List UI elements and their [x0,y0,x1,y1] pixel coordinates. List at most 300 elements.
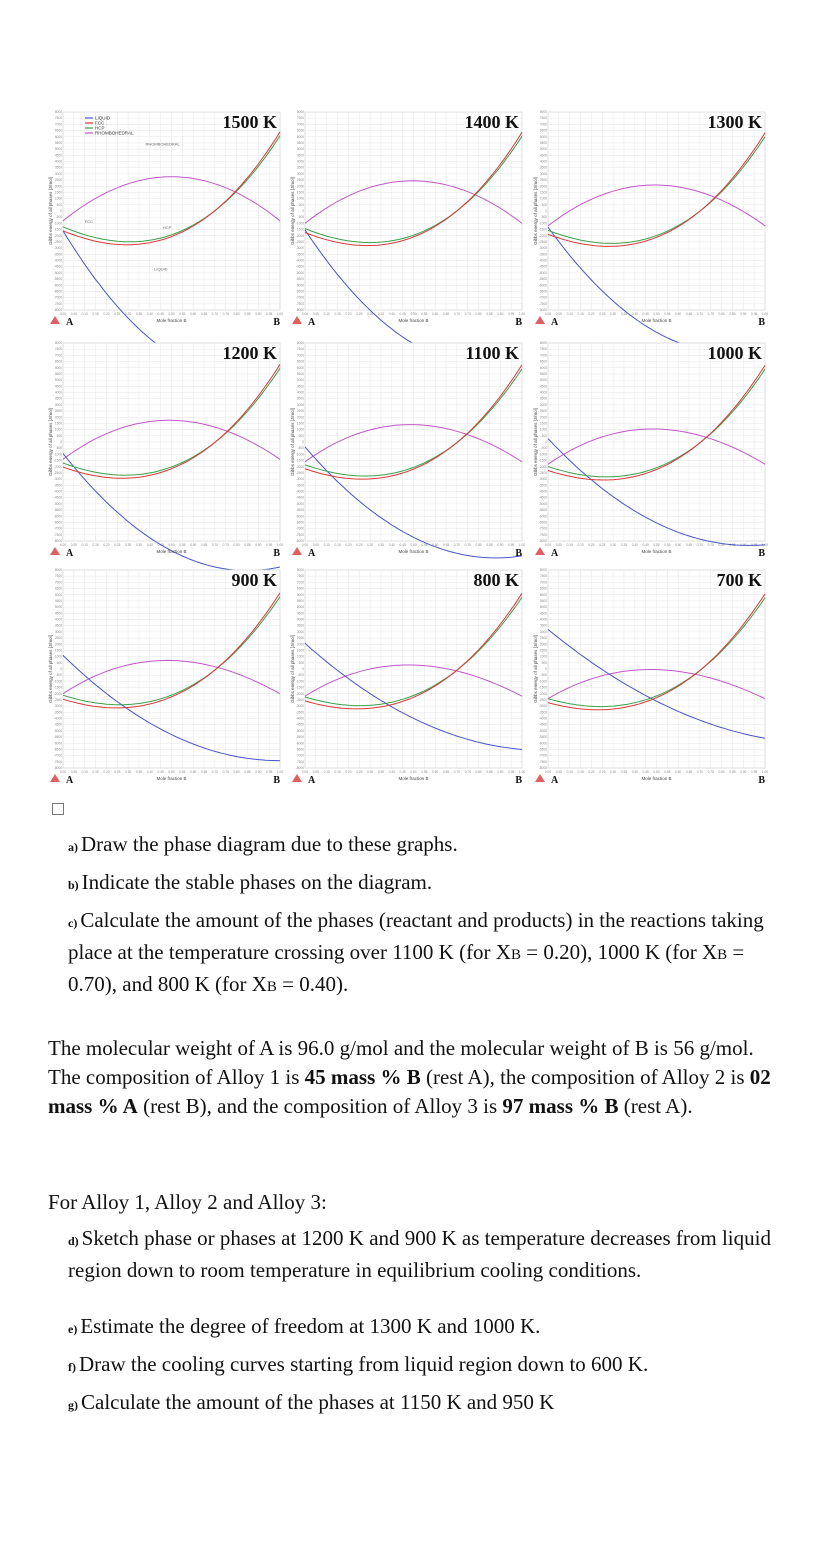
component-a-label: A [66,317,74,328]
y-tick-label: -4000 [295,716,304,721]
component-a-label: A [308,775,316,786]
component-b-label: B [273,317,280,328]
x-tick-label: 0.55 [179,312,186,316]
y-tick-label: 1000 [54,196,62,201]
y-tick-label: -8000 [295,539,304,543]
y-tick-label: 2500 [54,178,62,183]
y-tick-label: -2000 [538,464,547,469]
y-tick-label: 6500 [296,128,304,133]
y-tick-label: 6500 [54,359,62,364]
x-tick-label: 1.00 [518,312,526,316]
x-tick-label: 0.60 [190,312,197,316]
x-tick-label: 0.80 [475,770,482,774]
x-tick-label: 0.95 [508,312,515,316]
y-tick-label: 6500 [54,586,62,591]
temperature-label: 1500 K [222,112,277,132]
x-tick-label: 0.75 [464,312,471,316]
x-tick-label: 0.85 [244,770,251,774]
x-tick-label: 0.00 [544,770,552,774]
x-tick-label: 0.15 [577,770,584,774]
y-tick-label: 6500 [539,586,547,591]
x-tick-label: 0.65 [442,770,450,774]
y-tick-label: -6500 [53,747,62,752]
question-c-sub-3: B [266,979,277,995]
logo-icon [535,547,545,555]
question-c-text-3: = 0.70), and 800 K (for X [68,940,745,996]
y-tick-label: -6500 [53,289,62,294]
x-tick-label: 0.65 [200,543,208,547]
y-tick-label: -5500 [538,277,547,282]
y-tick-label: 1500 [296,648,304,653]
x-tick-label: 0.50 [168,770,175,774]
y-tick-label: -4000 [538,716,547,721]
y-tick-label: 4000 [296,617,304,622]
y-tick-label: 7500 [296,116,304,121]
legend-label: FCC [95,120,105,126]
y-tick-label: 6500 [539,359,547,364]
x-tick-label: 0.40 [631,543,638,547]
y-tick-label: -7000 [538,526,547,531]
y-tick-label: 3500 [296,165,304,170]
y-tick-label: 4000 [539,617,547,622]
y-tick-label: -1000 [53,452,62,457]
y-tick-label: 6500 [539,128,547,133]
gibbs-energy-chart [48,102,288,332]
y-tick-label: 4500 [296,384,304,389]
legend-label: HCP [95,125,105,131]
logo-icon [50,547,60,555]
gibbs-energy-chart [533,102,773,332]
logo-icon [50,316,60,324]
x-tick-label: 0.05 [70,312,77,316]
y-tick-label: -7000 [538,295,547,300]
y-axis-title: Gibbs energy of all phases [J/mol] [48,177,53,245]
y-tick-label: -5500 [538,735,547,740]
x-tick-label: 0.35 [377,543,385,547]
y-tick-label: 7000 [296,353,304,358]
y-tick-label: 6000 [539,134,547,139]
y-tick-label: -1500 [295,458,304,463]
x-axis-title: Mole fraction B [156,318,187,323]
y-tick-label: -8000 [538,766,547,770]
x-tick-label: 0.05 [312,312,319,316]
y-tick-label: -500 [55,215,62,220]
y-axis-title: Gibbs energy of all phases [J/mol] [48,408,53,476]
y-tick-label: 7000 [54,580,62,585]
x-tick-label: 0.40 [631,312,638,316]
x-tick-label: 0.60 [675,312,682,316]
x-tick-label: 0.40 [146,543,153,547]
component-b-label: B [515,775,522,786]
y-tick-label: -3500 [538,483,547,488]
x-tick-label: 0.70 [696,312,704,316]
y-tick-label: -5000 [295,501,304,506]
y-tick-label: -3000 [53,246,62,251]
y-tick-label: -7000 [53,526,62,531]
y-tick-label: 3500 [54,396,62,401]
x-tick-label: 0.80 [475,543,482,547]
y-tick-label: -7000 [295,753,304,758]
y-tick-label: 500 [541,660,547,665]
y-tick-label: 2000 [54,415,62,420]
x-tick-label: 0.60 [190,543,197,547]
x-tick-label: 0.10 [81,543,88,547]
y-tick-label: 0 [60,667,62,671]
y-tick-label: -1000 [295,679,304,684]
question-d-label: d) [68,1234,79,1248]
x-tick-label: 0.50 [653,770,660,774]
question-a-label: a) [68,840,78,854]
y-tick-label: 4500 [296,611,304,616]
x-axis-title: Mole fraction B [641,318,672,323]
x-tick-label: 0.25 [599,543,606,547]
x-tick-label: 0.25 [599,312,606,316]
question-c-label: c) [68,916,78,930]
y-axis-title: Gibbs energy of all phases [J/mol] [290,635,295,703]
y-tick-label: 4000 [296,390,304,395]
y-tick-label: -8000 [295,766,304,770]
y-tick-label: 1000 [296,654,304,659]
x-tick-label: 0.45 [642,543,649,547]
y-tick-label: 0 [302,667,304,671]
y-tick-label: 500 [56,433,62,438]
for-alloys-line: For Alloy 1, Alloy 2 and Alloy 3: [48,1190,327,1214]
y-tick-label: 8000 [296,341,304,345]
component-b-label: B [515,317,522,328]
y-tick-label: 3500 [296,623,304,628]
y-tick-label: -3500 [53,483,62,488]
x-tick-label: 0.25 [114,543,121,547]
y-axis-title: Gibbs energy of all phases [J/mol] [533,177,538,245]
temperature-label: 1000 K [707,343,762,363]
y-tick-label: 3000 [54,402,62,407]
y-tick-label: -7500 [53,532,62,537]
x-tick-label: 0.65 [685,770,693,774]
y-tick-label: 0 [302,440,304,444]
x-tick-label: 0.80 [233,543,240,547]
y-tick-label: -5500 [53,508,62,513]
component-a-label: A [551,775,559,786]
question-b [68,868,808,900]
y-tick-label: 1000 [539,427,547,432]
y-tick-label: -4000 [53,258,62,263]
x-tick-label: 0.50 [410,312,417,316]
chart-panel [48,333,288,563]
y-tick-label: 3000 [296,629,304,634]
x-tick-label: 0.30 [124,770,132,774]
x-tick-label: 0.15 [92,770,99,774]
y-tick-label: -7500 [538,759,547,764]
paragraph-part-2: (rest A), the composition of Alloy 2 is [420,1065,750,1089]
y-tick-label: 7000 [296,580,304,585]
y-tick-label: -2000 [538,233,547,238]
x-axis-title: Mole fraction B [641,776,672,781]
y-tick-label: 0 [545,209,547,213]
question-d [68,1224,798,1285]
chart-panel [533,333,773,563]
x-tick-label: 0.40 [631,770,638,774]
x-tick-label: 0.00 [544,543,552,547]
legend-label: RHOMBOHEDRAL [95,130,134,136]
x-tick-label: 0.65 [685,312,693,316]
y-tick-label: 3500 [539,396,547,401]
y-tick-label: -7500 [538,532,547,537]
temperature-label: 700 K [716,570,762,590]
y-tick-label: -3000 [538,704,547,709]
y-tick-label: -7500 [295,759,304,764]
temperature-label: 800 K [473,570,519,590]
x-tick-label: 0.70 [453,770,461,774]
x-tick-label: 0.75 [222,543,229,547]
chart-panel [533,102,773,332]
x-tick-label: 0.20 [103,770,110,774]
y-tick-label: 6000 [539,365,547,370]
x-tick-label: 0.45 [399,770,406,774]
x-tick-label: 1.00 [276,770,284,774]
y-tick-label: 1000 [296,196,304,201]
x-tick-label: 0.85 [729,543,736,547]
y-tick-label: -1000 [538,221,547,226]
y-tick-label: -5000 [53,728,62,733]
y-tick-label: -3000 [295,704,304,709]
x-tick-label: 0.30 [609,770,617,774]
y-tick-label: 7500 [54,347,62,352]
x-tick-label: 0.10 [323,543,330,547]
y-tick-label: 1000 [539,654,547,659]
component-a-label: A [66,548,74,559]
x-tick-label: 0.55 [421,312,428,316]
y-tick-label: 4000 [54,617,62,622]
x-tick-label: 0.40 [388,770,395,774]
y-tick-label: 7000 [296,122,304,127]
y-tick-label: -4000 [538,489,547,494]
question-f-text: Draw the cooling curves starting from liquid region down to 600 K. [79,1352,649,1376]
x-tick-label: 0.95 [266,770,273,774]
x-tick-label: 0.45 [157,312,164,316]
x-tick-label: 0.70 [696,770,704,774]
x-tick-label: 0.90 [255,770,262,774]
x-axis-title: Mole fraction B [641,549,672,554]
y-tick-label: 3500 [54,623,62,628]
x-tick-label: 0.60 [190,770,197,774]
y-tick-label: 5000 [54,605,62,610]
x-tick-label: 0.80 [233,312,240,316]
y-tick-label: -7500 [538,301,547,306]
y-tick-label: -8000 [53,766,62,770]
y-tick-label: -500 [55,673,62,678]
y-tick-label: 5000 [54,147,62,152]
gibbs-energy-chart [290,102,530,332]
x-tick-label: 0.65 [442,543,450,547]
x-tick-label: 0.30 [366,770,374,774]
y-axis-title: Gibbs energy of all phases [J/mol] [48,635,53,703]
y-tick-label: -500 [540,673,547,678]
y-tick-label: 7000 [539,122,547,127]
y-tick-label: 3000 [539,171,547,176]
y-tick-label: -3000 [538,246,547,251]
x-tick-label: 0.60 [675,770,682,774]
y-tick-label: 1500 [296,421,304,426]
y-tick-label: -5000 [295,270,304,275]
x-tick-label: 0.75 [464,770,471,774]
x-tick-label: 0.90 [740,543,747,547]
y-tick-label: -2500 [53,239,62,244]
y-tick-label: -6500 [538,520,547,525]
y-tick-label: -3000 [538,477,547,482]
question-c-text-1: Calculate the amount of the phases (reactant and products) in the reactions taking place at the temperature crossing over 1100 K (for X [68,908,764,964]
x-tick-label: 0.45 [157,770,164,774]
component-b-label: B [758,548,765,559]
y-tick-label: -7000 [53,295,62,300]
x-tick-label: 0.05 [70,770,77,774]
y-tick-label: -5500 [53,735,62,740]
y-tick-label: 1000 [539,196,547,201]
x-tick-label: 0.35 [620,770,628,774]
y-tick-label: 5500 [539,371,547,376]
y-tick-label: 2500 [54,636,62,641]
y-tick-label: -6000 [295,741,304,746]
component-b-label: B [273,775,280,786]
question-a [68,830,808,862]
y-tick-label: -7000 [295,526,304,531]
x-tick-label: 1.00 [276,543,284,547]
y-tick-label: 6000 [296,365,304,370]
y-tick-label: 500 [56,202,62,207]
x-tick-label: 0.00 [59,543,67,547]
y-tick-label: -4000 [295,489,304,494]
question-e-text: Estimate the degree of freedom at 1300 K and 1000 K. [80,1314,541,1338]
x-tick-label: 0.35 [135,543,143,547]
y-tick-label: 5000 [539,147,547,152]
y-tick-label: 1000 [296,427,304,432]
y-tick-label: 5500 [296,140,304,145]
y-tick-label: 4500 [54,611,62,616]
y-tick-label: -5500 [295,277,304,282]
x-tick-label: 0.85 [729,312,736,316]
temperature-label: 1100 K [465,343,519,363]
y-axis-title: Gibbs energy of all phases [J/mol] [290,177,295,245]
alloy-1-composition: 45 mass % B [304,1065,421,1089]
question-c-sub-1: B [510,947,521,963]
x-tick-label: 0.15 [334,770,341,774]
chart-panel [48,102,288,332]
y-tick-label: 7000 [54,122,62,127]
x-tick-label: 0.55 [664,770,671,774]
x-axis-title: Mole fraction B [398,549,429,554]
question-c-text-4: = 0.40). [276,972,349,996]
y-tick-label: -6000 [538,283,547,288]
x-tick-label: 0.15 [577,312,584,316]
x-tick-label: 0.80 [718,543,725,547]
x-tick-label: 0.25 [599,770,606,774]
y-tick-label: -500 [540,215,547,220]
y-tick-label: 8000 [539,341,547,345]
x-tick-label: 0.30 [124,312,132,316]
y-tick-label: 5000 [54,378,62,383]
question-c-text-2: = 0.20), 1000 K (for X [520,940,718,964]
y-tick-label: -2500 [53,697,62,702]
y-tick-label: 2500 [539,178,547,183]
y-tick-label: 3500 [539,623,547,628]
y-tick-label: -6000 [295,514,304,519]
y-tick-label: -1500 [538,458,547,463]
y-tick-label: -3000 [53,704,62,709]
y-tick-label: -5500 [53,277,62,282]
y-tick-label: 6500 [54,128,62,133]
x-tick-label: 0.25 [114,312,121,316]
y-tick-label: 4500 [539,611,547,616]
y-tick-label: 1500 [54,648,62,653]
y-tick-label: -1000 [53,679,62,684]
logo-icon [50,774,60,782]
y-tick-label: 3000 [539,402,547,407]
y-tick-label: 500 [56,660,62,665]
x-tick-label: 0.10 [566,770,573,774]
y-tick-label: -4500 [538,722,547,727]
paragraph-part-4: (rest A). [618,1094,693,1118]
y-tick-label: -6500 [295,520,304,525]
y-tick-label: 2500 [296,178,304,183]
y-tick-label: 2000 [54,184,62,189]
component-b-label: B [273,548,280,559]
y-tick-label: 500 [298,202,304,207]
x-tick-label: 0.50 [653,543,660,547]
x-tick-label: 0.50 [653,312,660,316]
gibbs-energy-chart [290,333,530,563]
x-tick-label: 0.35 [377,312,385,316]
checkbox[interactable] [52,803,64,815]
x-tick-label: 0.45 [399,312,406,316]
y-tick-label: -4500 [295,722,304,727]
x-tick-label: 0.15 [92,543,99,547]
y-tick-label: 2000 [296,415,304,420]
y-tick-label: 8000 [539,110,547,114]
y-tick-label: 8000 [296,110,304,114]
y-tick-label: 500 [541,433,547,438]
y-tick-label: 7000 [54,353,62,358]
y-tick-label: 5500 [54,371,62,376]
y-axis-title: Gibbs energy of all phases [J/mol] [290,408,295,476]
y-tick-label: -1500 [53,685,62,690]
x-tick-label: 0.20 [103,312,110,316]
y-tick-label: -2000 [295,691,304,696]
component-a-label: A [308,317,316,328]
y-tick-label: 7500 [539,574,547,579]
y-tick-label: -4500 [295,264,304,269]
x-tick-label: 0.75 [707,770,714,774]
y-tick-label: 0 [60,440,62,444]
x-tick-label: 1.00 [518,543,526,547]
y-tick-label: -4500 [295,495,304,500]
y-tick-label: -6500 [295,289,304,294]
y-tick-label: 3000 [54,629,62,634]
x-tick-label: 0.30 [366,312,374,316]
x-tick-label: 0.70 [696,543,704,547]
y-tick-label: -8000 [538,539,547,543]
x-tick-label: 0.10 [81,770,88,774]
question-f-label: f) [68,1360,76,1374]
y-tick-label: 3000 [539,629,547,634]
y-tick-label: -500 [55,446,62,451]
x-tick-label: 0.45 [642,312,649,316]
y-tick-label: -3500 [295,483,304,488]
temperature-label: 1300 K [707,112,762,132]
x-tick-label: 0.05 [70,543,77,547]
x-axis-title: Mole fraction B [398,776,429,781]
x-tick-label: 0.65 [685,543,693,547]
y-tick-label: -7000 [295,295,304,300]
x-tick-label: 1.00 [761,312,769,316]
